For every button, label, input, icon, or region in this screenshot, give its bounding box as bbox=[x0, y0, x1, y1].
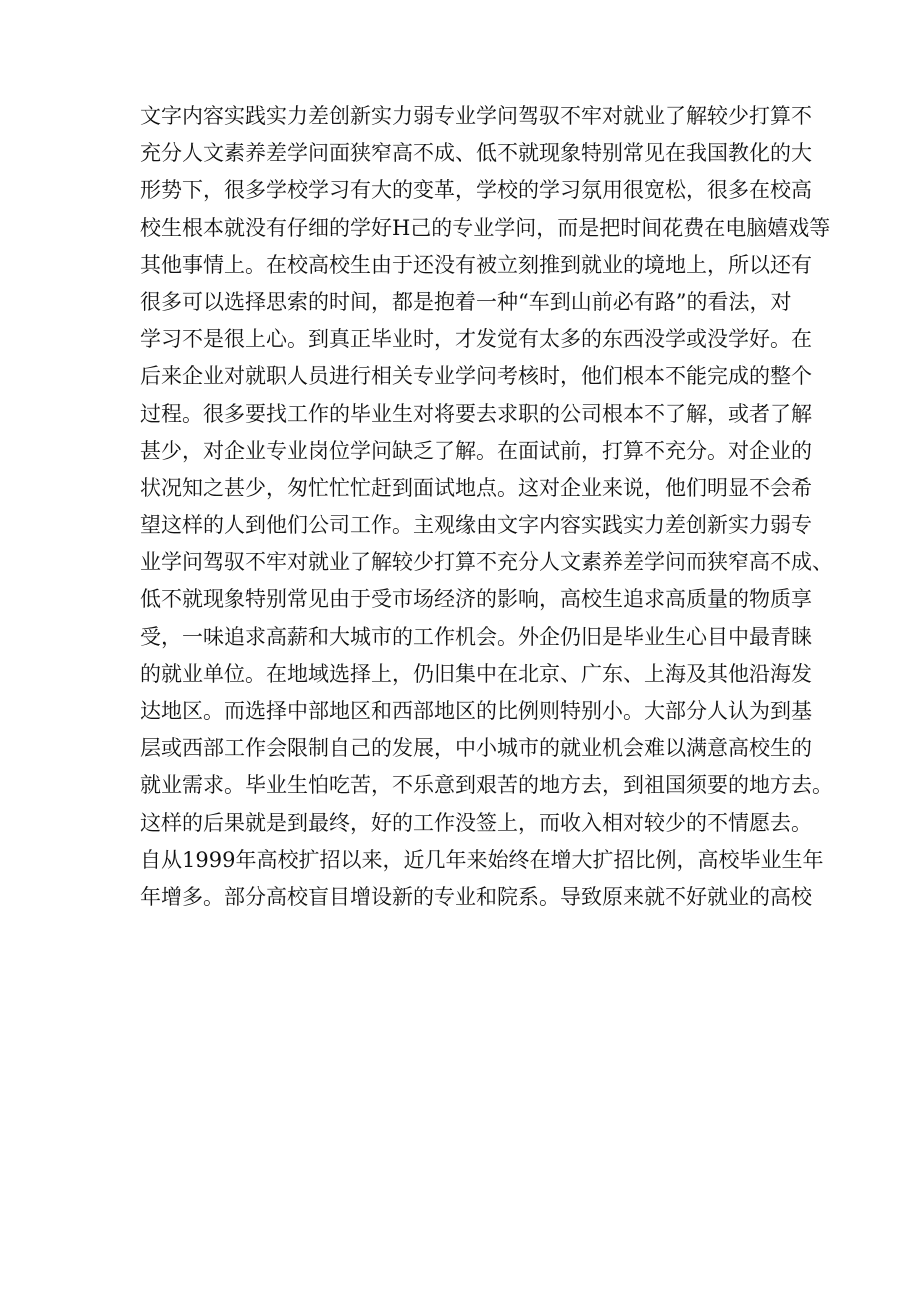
text-line-14: 低不就现象特别常见由于受市场经济的影响，高校生追求高质量的物质享 bbox=[140, 587, 812, 612]
text-line-13: 业学问驾驭不牢对就业了解较少打算不充分人文素养差学问而狭窄高不成、 bbox=[140, 550, 833, 575]
text-line-16: 的就业单位。在地域选择上，仍旧集中在北京、广东、上海及其他沿海发 bbox=[140, 661, 812, 686]
text-line-21: 自从1999年高校扩招以来，近几年来始终在增大扩招比例，高校毕业生年 bbox=[140, 847, 824, 872]
text-line-8: 后来企业对就职人员进行相关专业学问考核时，他们根本不能完成的整个 bbox=[140, 364, 812, 389]
text-line-4: 校生根本就没有仔细的学好H己的专业学问，而是把时间花费在电脑嬉戏等 bbox=[140, 215, 831, 240]
text-line-19: 就业需求。毕业生怕吃苦，不乐意到艰苦的地方去，到祖国须要的地方去。 bbox=[140, 773, 833, 798]
text-line-1: 文字内容实践实力差创新实力弱专业学问驾驭不牢对就业了解较少打算不 bbox=[140, 104, 812, 128]
text-line-6: 很多可以选择思索的时间，都是抱着一种“车到山前必有路”的看法，对 bbox=[140, 289, 792, 314]
text-line-7: 学习不是很上心。到真正毕业时，才发觉有太多的东西没学或没学好。在 bbox=[140, 327, 812, 352]
text-line-2: 充分人文素养差学问面狭窄高不成、低不就现象特别常见在我国教化的大 bbox=[140, 141, 812, 166]
text-line-10: 甚少，对企业专业岗位学问缺乏了解。在面试前，打算不充分。对企业的 bbox=[140, 438, 812, 463]
text-line-17: 达地区。而选择中部地区和西部地区的比例则特别小。大部分人认为到基 bbox=[140, 699, 812, 723]
text-line-9: 过程。很多要找工作的毕业生对将要去求职的公司根本不了解，或者了解 bbox=[140, 401, 812, 426]
body-paragraph bbox=[140, 98, 833, 916]
text-line-12: 望这样的人到他们公司工作。主观缘由文字内容实践实力差创新实力弱专 bbox=[140, 513, 812, 538]
text-line-11: 状况知之甚少，匆忙忙忙赶到面试地点。这对企业来说，他们明显不会希 bbox=[140, 475, 812, 500]
text-line-22: 年增多。部分高校盲目增设新的专业和院系。导致原来就不好就业的高校 bbox=[140, 884, 812, 909]
text-line-20: 这样的后果就是到最终，好的工作没签上，而收入相对较少的不情愿去。 bbox=[140, 810, 812, 835]
text-line-18: 层或西部工作会限制自己的发展，中小城市的就业机会难以满意高校生的 bbox=[140, 736, 812, 761]
text-line-3: 形势下，很多学校学习有大的变革，学校的学习氛用很宽松，很多在校高 bbox=[140, 178, 812, 203]
text-line-15: 受，一味追求高薪和大城市的工作机会。外企仍旧是毕业生心目中最青睐 bbox=[140, 624, 812, 649]
text-line-5: 其他事情上。在校高校生由于还没有被立刻推到就业的境地上，所以还有 bbox=[140, 252, 812, 277]
